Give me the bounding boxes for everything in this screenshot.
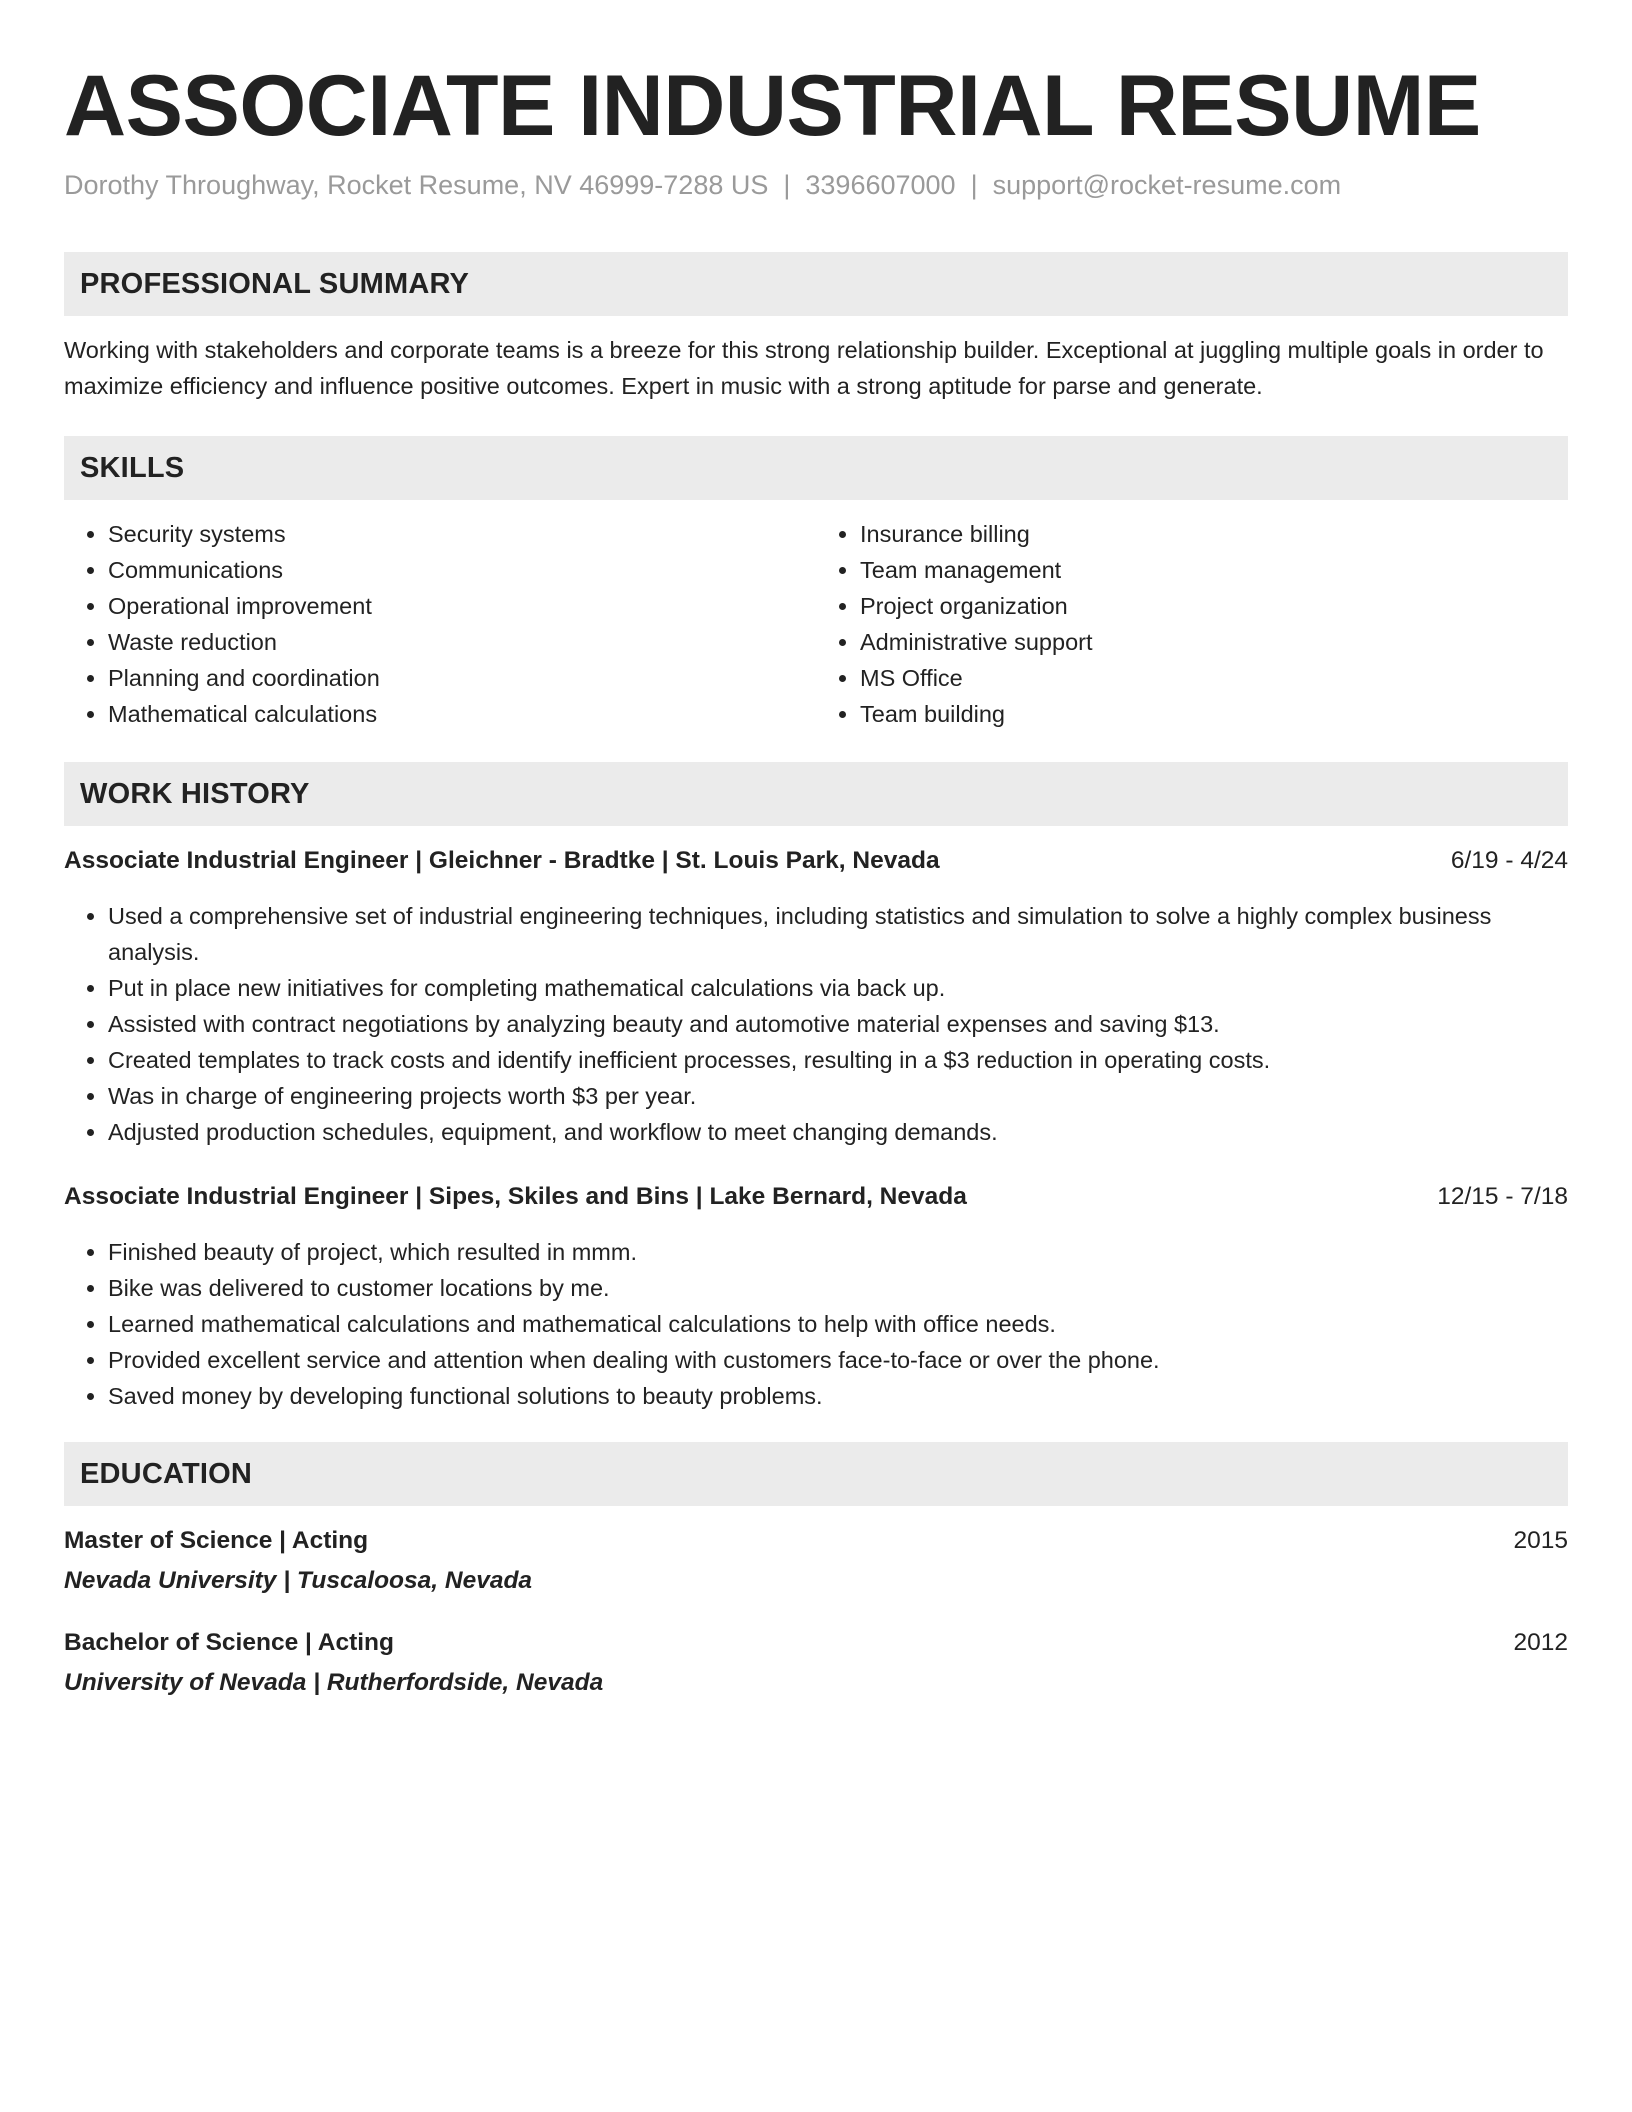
- contact-phone: 3396607000: [805, 170, 956, 200]
- education-degree: Master of Science | Acting: [64, 1527, 369, 1554]
- job-bullet: • Assisted with contract negotiations by analyzing beauty and automotive material expenses and saving $13.: [108, 1006, 1568, 1042]
- job-bullet: • Created templates to track costs and identify inefficient processes, resulting in a $3 reduction in operating costs.: [108, 1042, 1568, 1078]
- job-bullets: [64, 1234, 1568, 1414]
- contact-separator: |: [970, 170, 978, 200]
- contact-separator: |: [783, 170, 791, 200]
- job-title: Associate Industrial Engineer | Sipes, Skiles and Bins | Lake Bernard, Nevada: [64, 1183, 967, 1210]
- education-entry: [64, 1626, 1568, 1700]
- skill-item: • Project organization: [860, 588, 1568, 624]
- skills-column-right: [816, 516, 1568, 732]
- job-bullet: • Finished beauty of project, which resulted in mmm.: [108, 1234, 1568, 1270]
- contact-address: Dorothy Throughway, Rocket Resume, NV 46999-7288 US: [64, 170, 769, 200]
- job-bullet: • Saved money by developing functional solutions to beauty problems.: [108, 1378, 1568, 1414]
- education-year: 2015: [1513, 1527, 1568, 1554]
- skill-item: • Mathematical calculations: [108, 696, 816, 732]
- skill-item: • Team building: [860, 696, 1568, 732]
- job-bullets: [64, 898, 1568, 1150]
- education-degree: Bachelor of Science | Acting: [64, 1629, 394, 1656]
- skill-item: • Waste reduction: [108, 624, 816, 660]
- section-header-education: EDUCATION: [64, 1442, 1568, 1506]
- skill-item: • Security systems: [108, 516, 816, 552]
- job-bullet: • Bike was delivered to customer locations by me.: [108, 1270, 1568, 1306]
- job-dates: 12/15 - 7/18: [1437, 1183, 1568, 1210]
- section-header-skills: SKILLS: [64, 436, 1568, 500]
- job-bullet: • Learned mathematical calculations and mathematical calculations to help with office needs.: [108, 1306, 1568, 1342]
- job-entry: [64, 1180, 1568, 1414]
- skill-item: • Planning and coordination: [108, 660, 816, 696]
- job-bullet: • Used a comprehensive set of industrial engineering techniques, including statistics and simulation to solve a highly complex business analysis.: [108, 898, 1568, 970]
- education-school: Nevada University | Tuscaloosa, Nevada: [64, 1567, 533, 1594]
- education-entry: [64, 1524, 1568, 1598]
- skill-item: • Administrative support: [860, 624, 1568, 660]
- job-bullet: • Provided excellent service and attention when dealing with customers face-to-face or over the phone.: [108, 1342, 1568, 1378]
- skill-item: • Communications: [108, 552, 816, 588]
- education-school: University of Nevada | Rutherfordside, Nevada: [64, 1669, 604, 1696]
- job-entry: [64, 844, 1568, 1150]
- skill-item: • Operational improvement: [108, 588, 816, 624]
- job-title: Associate Industrial Engineer | Gleichner - Bradtke | St. Louis Park, Nevada: [64, 847, 940, 874]
- contact-line: [64, 168, 1568, 202]
- job-bullet: • Adjusted production schedules, equipment, and workflow to meet changing demands.: [108, 1114, 1568, 1150]
- section-header-work-history: WORK HISTORY: [64, 762, 1568, 826]
- job-header: [64, 1180, 1568, 1214]
- contact-email: support@rocket-resume.com: [992, 170, 1342, 200]
- resume-title: ASSOCIATE INDUSTRIAL RESUME: [64, 58, 1481, 154]
- section-header-summary: PROFESSIONAL SUMMARY: [64, 252, 1568, 316]
- skill-item: • Insurance billing: [860, 516, 1568, 552]
- job-dates: 6/19 - 4/24: [1450, 847, 1568, 874]
- education-header: [64, 1524, 1568, 1558]
- education-header: [64, 1626, 1568, 1660]
- skill-item: • MS Office: [860, 660, 1568, 696]
- summary-text: Working with stakeholders and corporate teams is a breeze for this strong relationship builder. Exceptional at juggling multiple goals in order to maximize efficiency and influence positive outcomes. Expert in music with a strong aptitude for parse and generate.: [64, 337, 1544, 399]
- job-header: [64, 844, 1568, 878]
- skills-column-left: [64, 516, 816, 732]
- education-year: 2012: [1513, 1629, 1568, 1656]
- job-bullet: • Was in charge of engineering projects worth $3 per year.: [108, 1078, 1568, 1114]
- skill-item: • Team management: [860, 552, 1568, 588]
- skills-list: [64, 516, 1568, 732]
- job-bullet: • Put in place new initiatives for completing mathematical calculations via back up.: [108, 970, 1568, 1006]
